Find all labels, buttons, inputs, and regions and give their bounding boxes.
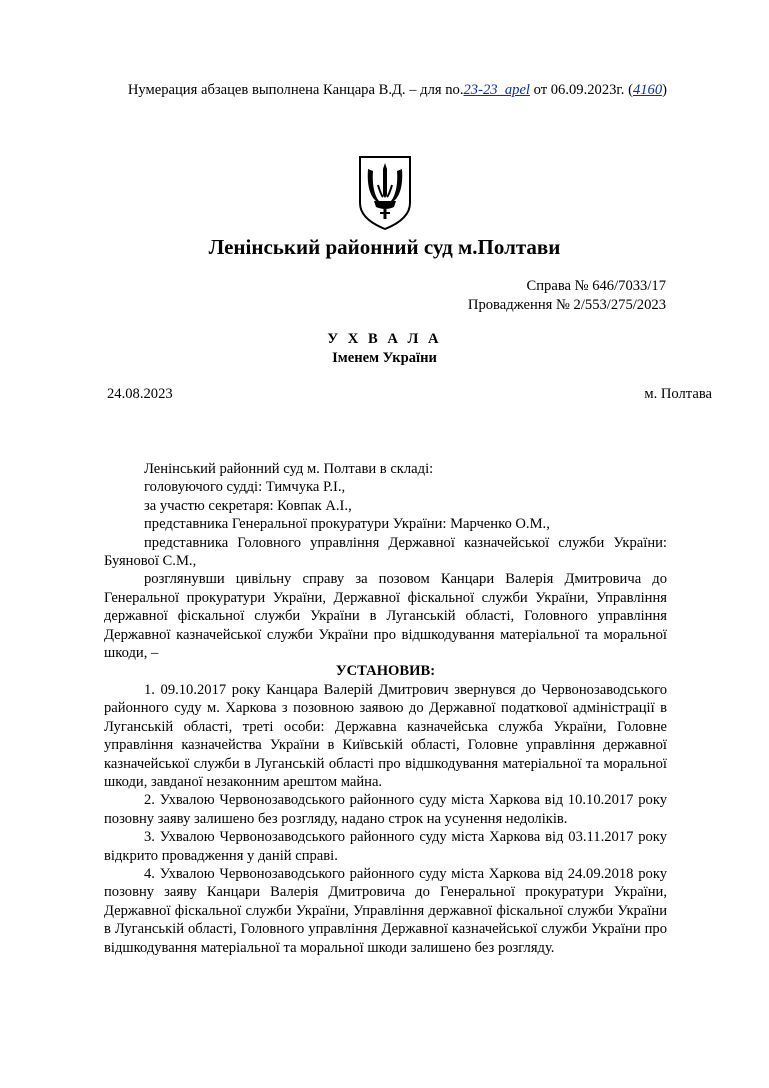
- paragraph: розглянувши цивільну справу за позовом Канцари Валерія Дмитровича до Генеральної прокуратури України, Державної фіскальної служби України, Управління державної фіскальної служби України в Луганській області, Головного управління Державної казначейської служби України про відшкодування матеріальної та моральної шкоди, –: [104, 571, 667, 662]
- document-city: м. Полтава: [644, 386, 712, 402]
- section-heading: УСТАНОВИВ:: [335, 663, 436, 680]
- paragraph: Ленінський районний суд м. Полтави в складі:: [144, 461, 434, 477]
- case-info: [468, 277, 666, 315]
- document-date: 24.08.2023: [107, 386, 173, 402]
- paragraph: за участю секретаря: Ковпак А.І.,: [144, 497, 352, 514]
- note-link-apel[interactable]: 23-23_apel: [463, 82, 530, 98]
- trident-emblem-icon: [358, 155, 412, 231]
- document-body: [104, 460, 667, 957]
- note-link-number[interactable]: 4160: [632, 82, 663, 98]
- document-title: У Х В А Л А: [327, 331, 442, 347]
- paragraph: представника Головного управління Державної казначейської служби України: Буянової С.М.,: [104, 534, 667, 570]
- numbered-paragraph: 4. Ухвалою Червонозаводського районного суду міста Харкова від 24.09.2018 року позовну заяву Канцари Валерія Дмитровича до Генеральної прокуратури України, Державної фіскальної служби України, Управління державної фіскальної служби України в Луганській області, Головного управління Державної казначейської служби України про відшкодування матеріальної та моральної шкоди залишено без розгляду.: [104, 865, 667, 956]
- numbered-paragraph: 2. Ухвалою Червонозаводського районного суду міста Харкова від 10.10.2017 року позовну заяву залишено без розгляду, надано строк на усунення недоліків.: [104, 792, 667, 827]
- note-middle: от 06.09.2023г. (: [529, 82, 633, 98]
- document-subtitle: Іменем України: [332, 350, 437, 366]
- paragraph: головуючого судді: Тимчука Р.І.,: [144, 479, 346, 496]
- numbered-paragraph: 3. Ухвалою Червонозаводського районного суду міста Харкова від 03.11.2017 року відкрито провадження у даній справі.: [104, 829, 667, 864]
- numbered-paragraph: 1. 09.10.2017 року Канцара Валерій Дмитрович звернувся до Червонозаводського районного суду м. Харкова з позовною заявою до Державної податкової адміністрації в Луганській області, треті особи: Державна казначейська служба України, Головне управління казначейства України в Київській області, Головне управління державної казначейської служби в Луганській області про відшкодування матеріальної та моральної шкоди, завданої незаконним арештом майна.: [104, 681, 667, 790]
- proceeding-number: Провадження № 2/553/275/2023: [467, 297, 666, 313]
- court-name: Ленінський районний суд м.Полтави: [208, 235, 561, 259]
- numbering-note: [67, 80, 667, 100]
- paragraph: представника Генеральної прокуратури України: Марченко О.М.,: [144, 516, 550, 533]
- case-number: Справа № 646/7033/17: [526, 278, 666, 294]
- note-suffix: ): [662, 82, 667, 98]
- note-prefix: Нумерация абзацев выполнена Канцара В.Д. – для no.: [127, 82, 464, 98]
